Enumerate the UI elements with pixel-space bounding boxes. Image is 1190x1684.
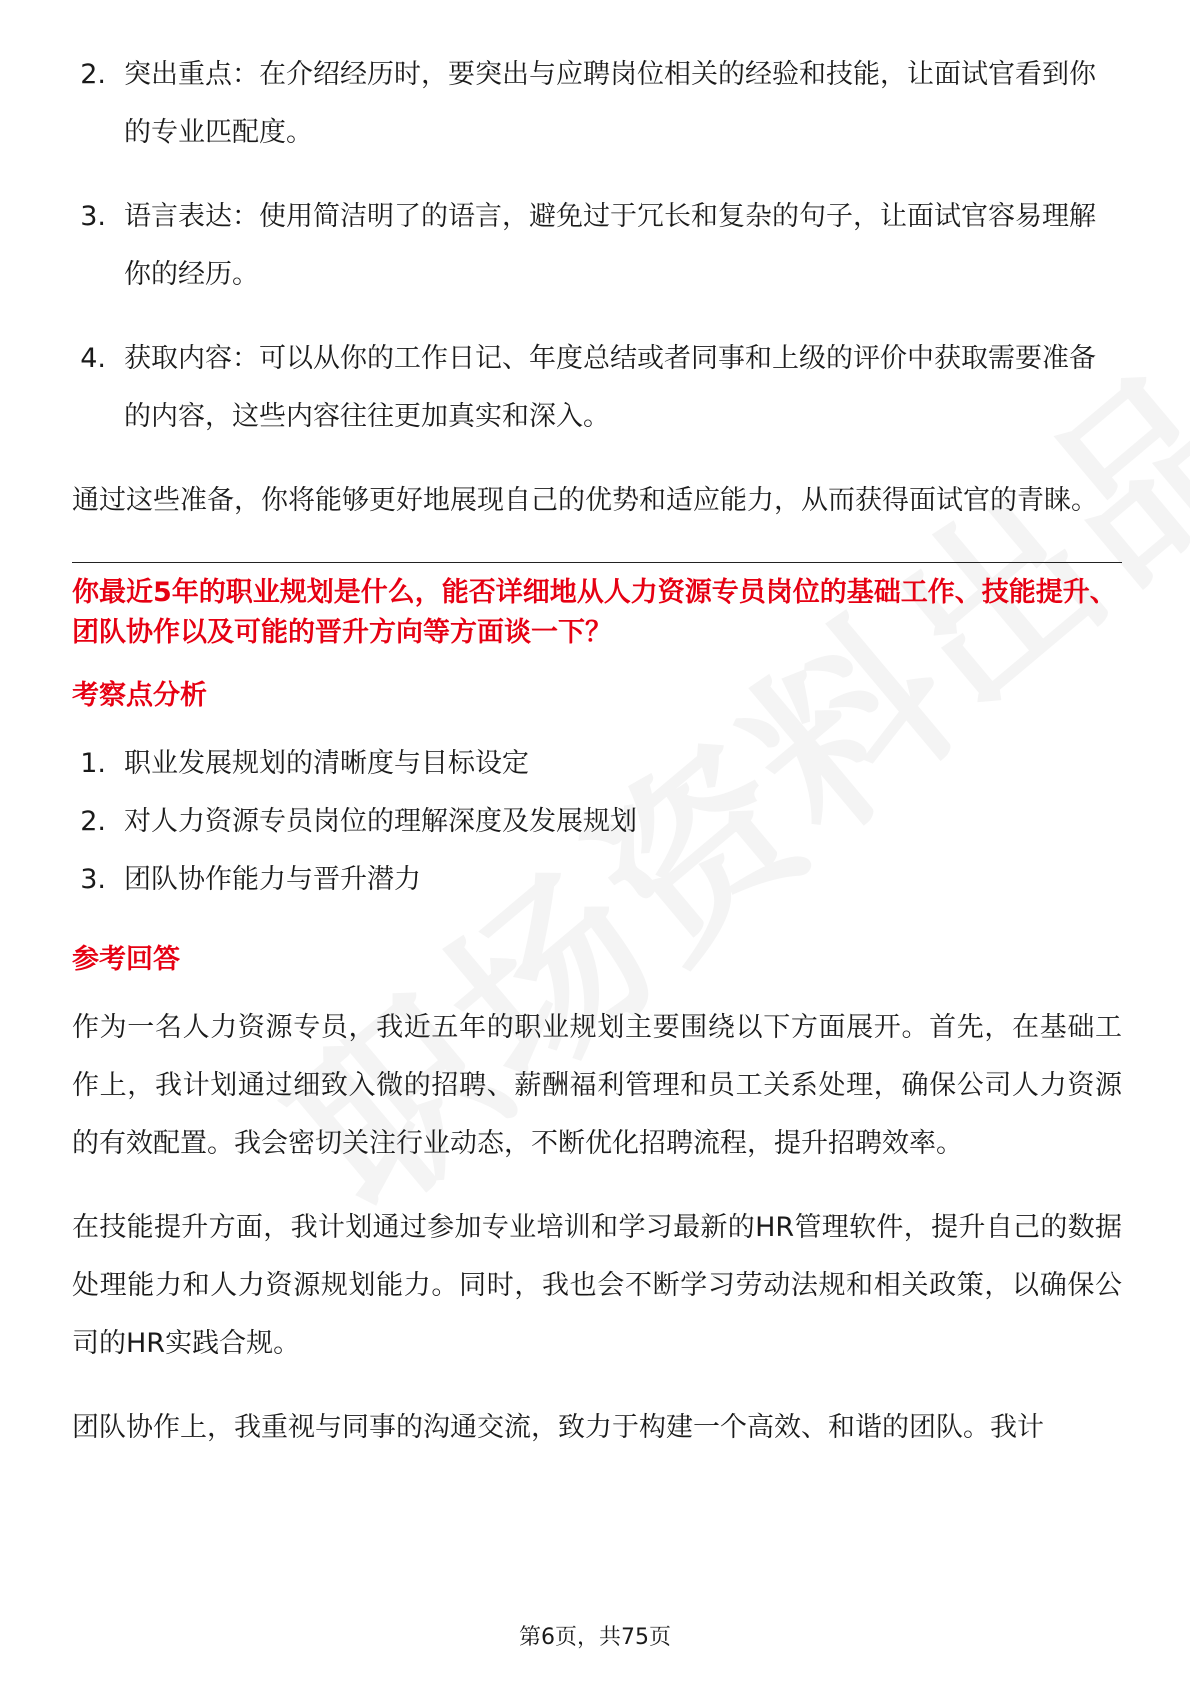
list-text: 对人力资源专员岗位的理解深度及发展规划 [124, 806, 637, 837]
list-text: 突出重点：在介绍经历时，要突出与应聘岗位相关的经验和技能，让面试官看到你的专业匹配度。 [124, 59, 1096, 148]
question-heading: 你最近5年的职业规划是什么，能否详细地从人力资源专员岗位的基础工作、技能提升、团队协作以及可能的晋升方向等方面谈一下？ [72, 577, 1117, 648]
list-number: 3. [80, 864, 106, 895]
list-item [72, 46, 1122, 162]
list-number: 2. [80, 59, 106, 90]
section-divider [72, 562, 1122, 563]
answer-paragraph: 在技能提升方面，我计划通过参加专业培训和学习最新的HR管理软件，提升自己的数据处理能力和人力资源规划能力。同时，我也会不断学习劳动法规和相关政策，以确保公司的HR实践合规。 [72, 1212, 1122, 1359]
list-number: 4. [80, 343, 106, 374]
top-ordered-list [72, 46, 1122, 446]
analysis-list [72, 735, 1122, 909]
list-item [72, 793, 1122, 851]
page-content [72, 46, 1122, 1483]
answer-paragraph: 团队协作上，我重视与同事的沟通交流，致力于构建一个高效、和谐的团队。我计 [72, 1412, 1044, 1443]
list-number: 1. [80, 748, 106, 779]
page-footer: 第6页，共75页 [519, 1625, 671, 1650]
list-text: 获取内容：可以从你的工作日记、年度总结或者同事和上级的评价中获取需要准备的内容，这些内容往往更加真实和深入。 [124, 343, 1096, 432]
list-item [72, 735, 1122, 793]
answer-paragraph: 作为一名人力资源专员，我近五年的职业规划主要围绕以下方面展开。首先，在基础工作上，我计划通过细致入微的招聘、薪酬福利管理和员工关系处理，确保公司人力资源的有效配置。我会密切关注行业动态，不断优化招聘流程，提升招聘效率。 [72, 1012, 1122, 1159]
list-text: 语言表达：使用简洁明了的语言，避免过于冗长和复杂的句子，让面试官容易理解你的经历。 [124, 201, 1096, 290]
list-number: 2. [80, 806, 106, 837]
list-item [72, 851, 1122, 909]
conclusion-paragraph: 通过这些准备，你将能够更好地展现自己的优势和适应能力，从而获得面试官的青睐。 [72, 485, 1098, 516]
analysis-heading: 考察点分析 [72, 680, 207, 711]
list-number: 3. [80, 201, 106, 232]
list-item [72, 330, 1122, 446]
list-item [72, 188, 1122, 304]
list-text: 职业发展规划的清晰度与目标设定 [124, 748, 529, 779]
answer-heading: 参考回答 [72, 944, 180, 975]
list-text: 团队协作能力与晋升潜力 [124, 864, 421, 895]
